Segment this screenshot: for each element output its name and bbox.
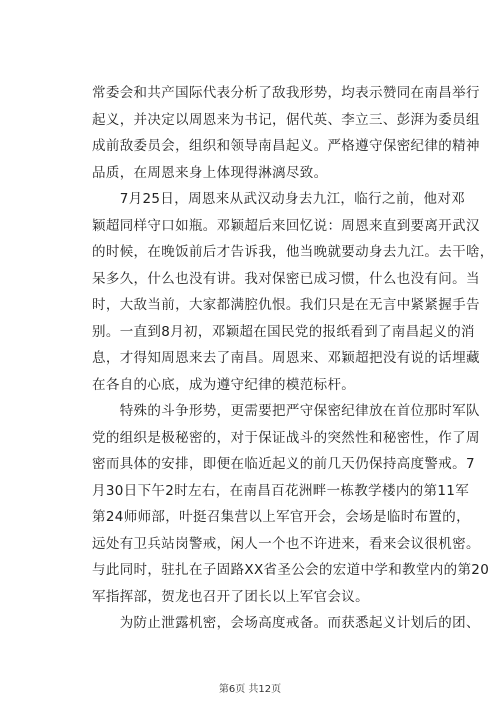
text-line: 密而具体的安排，即便在临近起义的前几天仍保持高度警戒。7	[92, 456, 475, 472]
text-line: 的时候，在晚饭前后才告诉我，他当晚就要动身去九江。去干啥，	[92, 244, 494, 260]
text-line: 军指挥部，贺龙也召开了团长以上军官会议。	[92, 588, 369, 605]
text-line: 党的组织是极秘密的，对于保证战斗的突然性和秘密性，作了周	[92, 429, 480, 446]
text-line: 远处有卫兵站岗警戒，闲人一个也不许进来，看来会议很机密。	[92, 535, 480, 552]
text-line: 息，才得知周恩来去了南昌。周恩来、邓颖超把没有说的话埋藏	[92, 350, 480, 366]
text-line: 别。一直到8月初，邓颖超在国民党的报纸看到了南昌起义的消	[92, 323, 475, 340]
body-text	[92, 80, 494, 637]
text-line: 呆多久，什么也没有讲。我对保密已成习惯，什么也没有问。当	[92, 270, 480, 287]
text-line: 7月25日，周恩来从武汉动身去九江，临行之前，他对邓	[92, 191, 466, 207]
text-line: 成前敌委员会，组织和领导南昌起义。严格遵守保密纪律的精神	[92, 138, 480, 154]
text-line: 为防止泄露机密，会场高度戒备。而获悉起义计划后的团、	[92, 615, 480, 631]
text-line: 时，大敌当前，大家都满腔仇恨。我们只是在无言中紧紧握手告	[92, 297, 480, 313]
text-line: 颖超同样守口如瓶。邓颖超后来回忆说：周恩来直到要离开武汉	[92, 217, 480, 234]
text-line: 起义，并决定以周恩来为书记，倨代英、李立三、彭湃为委员组	[92, 111, 480, 128]
text-line: 常委会和共产国际代表分析了敌我形势，均表示赞同在南昌举行	[92, 85, 480, 101]
text-line: 与此同时，驻扎在子固路XX省圣公会的宏道中学和教堂内的第20	[92, 562, 490, 578]
text-line: 月30日下午2时左右，在南昌百花洲畔一栋教学楼内的第11军	[92, 482, 470, 499]
text-line: 在各自的心底，成为遵守纪律的模范标杆。	[92, 376, 356, 393]
text-line: 品质，在周恩来身上体现得淋漓尽致。	[92, 164, 328, 181]
text-line: 第24师师部，叶挺召集营以上军官开会，会场是临时布置的，	[92, 509, 470, 525]
page-footer: 第6页 共12页	[218, 684, 282, 695]
text-line: 特殊的斗争形势，更需要把严守保密纪律放在首位那时军队	[92, 403, 480, 419]
